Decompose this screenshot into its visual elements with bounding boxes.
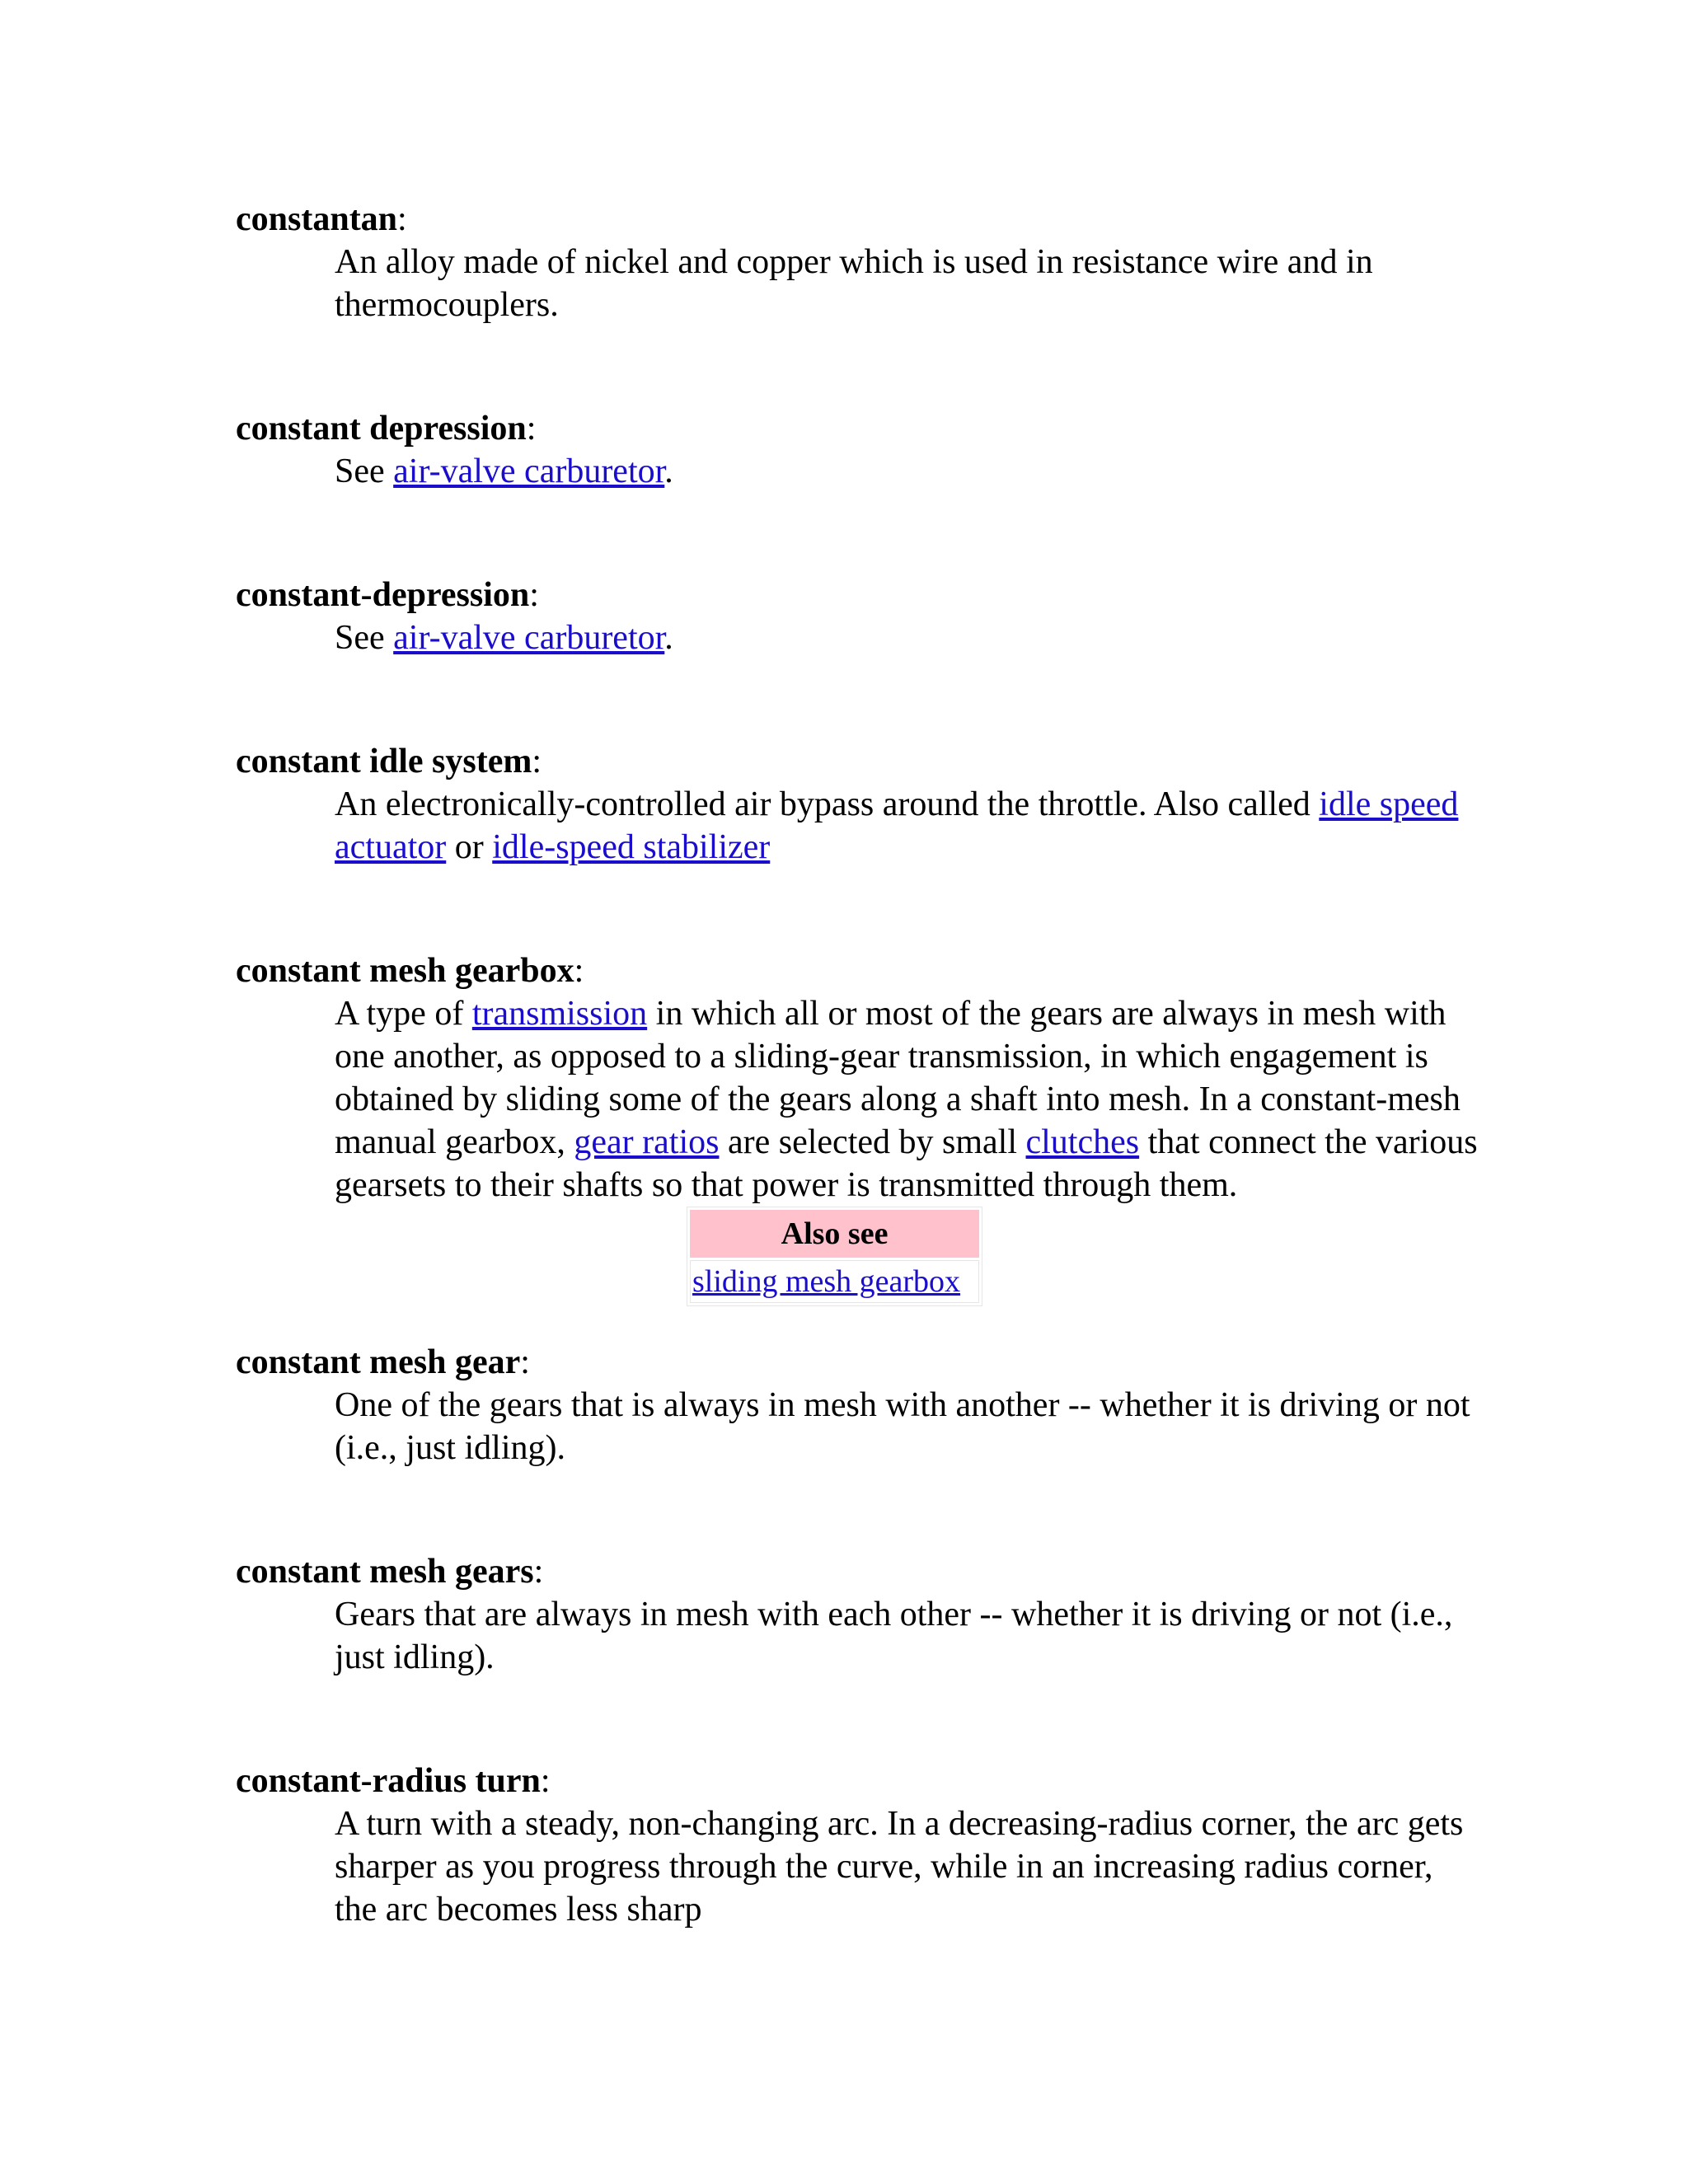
definition-text: See bbox=[335, 452, 394, 490]
glossary-definition bbox=[335, 992, 1480, 1207]
term-text: constant depression bbox=[236, 410, 527, 448]
term-colon: : bbox=[540, 1762, 551, 1800]
also-see-row bbox=[690, 1260, 979, 1303]
glossary-term bbox=[236, 740, 1480, 783]
term-colon: : bbox=[526, 410, 537, 448]
glossary-definition bbox=[335, 1593, 1480, 1679]
definition-text: in which all or most of the gears are always in mesh with one another, as opposed to a sliding-gear transmission, in which engagement is obtained by sliding some of the gears along a shaft into mesh. In a constant-mesh manual gearbox, bbox=[335, 995, 1461, 1161]
entry-spacer bbox=[236, 869, 1480, 949]
link-transmission[interactable]: transmission bbox=[471, 995, 648, 1033]
glossary-term bbox=[236, 407, 1480, 450]
link-clutches[interactable]: clutches bbox=[1025, 1123, 1140, 1161]
glossary-definition bbox=[335, 1384, 1480, 1469]
glossary-term bbox=[236, 949, 1480, 992]
glossary-list bbox=[236, 198, 1480, 1931]
entry-spacer bbox=[236, 326, 1480, 407]
glossary-definition bbox=[335, 450, 1480, 493]
term-text: constant-radius turn bbox=[236, 1762, 541, 1800]
term-text: constant mesh gears bbox=[236, 1553, 534, 1591]
also-see-header-row bbox=[690, 1210, 979, 1258]
term-text: constant-depression bbox=[236, 576, 530, 614]
link-air-valve-carburetor[interactable]: air-valve carburetor bbox=[393, 619, 665, 657]
glossary-definition bbox=[335, 1802, 1480, 1931]
term-text: constant mesh gearbox bbox=[236, 952, 574, 990]
glossary-term bbox=[236, 1550, 1480, 1593]
term-colon: : bbox=[533, 1553, 544, 1591]
term-colon: : bbox=[397, 200, 407, 238]
link-gear-ratios[interactable]: gear ratios bbox=[574, 1123, 720, 1161]
link-idle-speed-actuator[interactable]: idle speed actuator bbox=[335, 785, 1459, 866]
link-sliding-mesh-gearbox[interactable]: sliding mesh gearbox bbox=[692, 1264, 961, 1299]
also-see-cell bbox=[690, 1260, 979, 1303]
definition-text: A type of bbox=[335, 995, 472, 1033]
term-colon: : bbox=[529, 576, 539, 614]
glossary-term bbox=[236, 574, 1480, 616]
also-see-header: Also see bbox=[690, 1210, 979, 1258]
definition-text: A turn with a steady, non-changing arc. In a decreasing-radius corner, the arc gets sharper as you progress through the curve, while in an increasing radius corner, the arc becomes less sharp bbox=[335, 1805, 1464, 1929]
entry-spacer bbox=[236, 493, 1480, 574]
term-colon: : bbox=[574, 952, 584, 990]
definition-text: An electronically-controlled air bypass around the throttle. Also called bbox=[335, 785, 1320, 823]
entry-spacer bbox=[236, 1469, 1480, 1550]
definition-text: that connect the various gearsets to their shafts so that power is transmitted through them. bbox=[335, 1123, 1478, 1204]
glossary-term bbox=[236, 1341, 1480, 1384]
glossary-term bbox=[236, 1760, 1480, 1802]
glossary-definition bbox=[335, 616, 1480, 659]
definition-text: are selected by small bbox=[719, 1123, 1026, 1161]
definition-text: See bbox=[335, 619, 394, 657]
definition-text: . bbox=[664, 619, 673, 657]
glossary-definition bbox=[335, 783, 1480, 869]
definition-text: One of the gears that is always in mesh with another -- whether it is driving or not (i.e., just idling). bbox=[335, 1386, 1470, 1467]
definition-text: . bbox=[664, 452, 673, 490]
entry-spacer bbox=[236, 1306, 1480, 1341]
glossary-term bbox=[236, 198, 1480, 241]
term-text: constant idle system bbox=[236, 743, 532, 780]
term-text: constant mesh gear bbox=[236, 1343, 521, 1381]
definition-text: or bbox=[446, 828, 493, 866]
glossary-definition bbox=[335, 241, 1480, 326]
definition-text: An alloy made of nickel and copper which is used in resistance wire and in thermocouplers. bbox=[335, 243, 1373, 324]
entry-spacer bbox=[236, 659, 1480, 740]
link-air-valve-carburetor[interactable]: air-valve carburetor bbox=[393, 452, 665, 490]
definition-text: Gears that are always in mesh with each other -- whether it is driving or not (i.e., just idling). bbox=[335, 1596, 1453, 1676]
term-colon: : bbox=[520, 1343, 530, 1381]
link-idle-speed-stabilizer[interactable]: idle-speed stabilizer bbox=[492, 828, 771, 866]
term-colon: : bbox=[532, 743, 542, 780]
term-text: constantan bbox=[236, 200, 398, 238]
also-see-table bbox=[687, 1207, 982, 1306]
entry-spacer bbox=[236, 1679, 1480, 1760]
